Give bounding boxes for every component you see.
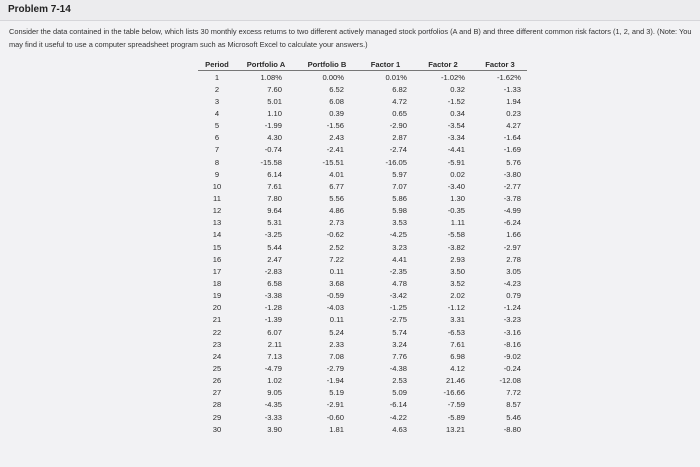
cell-factor-3: 8.57 — [506, 400, 521, 410]
cell-factor-1: -3.42 — [389, 291, 407, 301]
cell-factor-3: -2.97 — [503, 242, 521, 252]
cell-period: 12 — [212, 206, 222, 216]
cell-factor-2: 2.02 — [450, 291, 465, 301]
cell-factor-2: 4.12 — [450, 363, 465, 373]
cell-factor-1: -16.05 — [385, 157, 407, 167]
cell-factor-1: 5.98 — [392, 206, 407, 216]
cell-period: 25 — [212, 363, 222, 373]
table-row — [198, 411, 527, 423]
table-row — [198, 132, 527, 144]
cell-factor-2: 2.93 — [450, 254, 465, 264]
cell-factor-1: 5.86 — [392, 193, 407, 203]
cell-factor-2: 1.11 — [450, 218, 465, 228]
cell-portfolio-a: 1.02 — [267, 376, 282, 386]
cell-factor-2: 0.34 — [450, 108, 465, 118]
cell-factor-1: 0.65 — [392, 108, 407, 118]
table-row — [198, 265, 527, 277]
cell-factor-3: -4.23 — [503, 278, 521, 288]
cell-factor-2: 0.02 — [450, 169, 465, 179]
cell-period: 13 — [212, 218, 222, 228]
cell-portfolio-b: -0.62 — [326, 230, 344, 240]
cell-portfolio-b: 0.11 — [329, 266, 344, 276]
cell-factor-3: -8.80 — [503, 424, 521, 434]
cell-factor-2: -1.52 — [447, 96, 465, 106]
cell-factor-1: 2.53 — [392, 376, 407, 386]
table-row — [198, 83, 527, 95]
cell-factor-1: 5.74 — [392, 327, 407, 337]
table-row — [198, 180, 527, 192]
cell-portfolio-a: 5.31 — [267, 218, 282, 228]
cell-factor-2: 1.30 — [450, 193, 465, 203]
cell-portfolio-b: -0.60 — [326, 412, 344, 422]
cell-factor-3: -6.24 — [503, 218, 521, 228]
table-row — [198, 399, 527, 411]
cell-factor-2: -4.41 — [447, 145, 465, 155]
cell-factor-1: 2.87 — [392, 133, 407, 143]
cell-portfolio-a: 7.13 — [267, 351, 282, 361]
cell-period: 23 — [212, 339, 222, 349]
cell-factor-2: -3.82 — [447, 242, 465, 252]
cell-portfolio-a: 6.58 — [267, 278, 282, 288]
cell-portfolio-b: 4.01 — [329, 169, 344, 179]
cell-factor-3: -4.99 — [503, 206, 521, 216]
cell-factor-3: 0.79 — [506, 291, 521, 301]
column-header-factor-1: Factor 1 — [358, 58, 413, 71]
problem-title: Problem 7-14 — [8, 4, 71, 15]
cell-factor-3: -3.16 — [503, 327, 521, 337]
cell-period: 6 — [214, 133, 220, 143]
cell-factor-1: -4.22 — [389, 412, 407, 422]
column-header-factor-3: Factor 3 — [473, 58, 527, 71]
cell-factor-3: 3.05 — [506, 266, 521, 276]
table-row — [198, 302, 527, 314]
cell-period: 19 — [212, 291, 222, 301]
table-row — [198, 314, 527, 326]
cell-factor-2: -5.91 — [447, 157, 465, 167]
cell-period: 21 — [212, 315, 222, 325]
cell-factor-1: 7.07 — [392, 181, 407, 191]
cell-factor-3: -1.33 — [503, 84, 521, 94]
cell-period: 17 — [212, 266, 222, 276]
cell-factor-2: 0.32 — [450, 84, 465, 94]
table-row — [198, 338, 527, 350]
table-row — [198, 229, 527, 241]
cell-portfolio-b: 0.11 — [329, 315, 344, 325]
cell-factor-2: -1.12 — [447, 303, 465, 313]
cell-factor-3: 2.78 — [506, 254, 521, 264]
cell-portfolio-a: -1.99 — [264, 121, 282, 131]
cell-portfolio-a: -1.39 — [264, 315, 282, 325]
cell-factor-3: -1.62% — [496, 72, 521, 82]
cell-factor-2: -5.89 — [447, 412, 465, 422]
cell-portfolio-b: 2.33 — [329, 339, 344, 349]
cell-factor-3: 1.94 — [506, 96, 521, 106]
table-row — [198, 350, 527, 362]
cell-period: 16 — [212, 254, 222, 264]
cell-factor-3: -3.80 — [503, 169, 521, 179]
cell-portfolio-a: 2.11 — [267, 339, 282, 349]
cell-portfolio-b: 2.73 — [329, 218, 344, 228]
table-row — [198, 253, 527, 265]
cell-portfolio-a: 4.30 — [267, 133, 282, 143]
cell-factor-1: 5.97 — [392, 169, 407, 179]
cell-portfolio-b: -1.94 — [326, 376, 344, 386]
cell-portfolio-b: 7.22 — [329, 254, 344, 264]
cell-portfolio-b: 4.86 — [329, 206, 344, 216]
cell-factor-1: 0.01% — [385, 72, 407, 82]
cell-portfolio-b: -2.91 — [326, 400, 344, 410]
cell-period: 26 — [212, 376, 222, 386]
cell-factor-3: -1.64 — [503, 133, 521, 143]
cell-portfolio-b: 2.52 — [329, 242, 344, 252]
cell-portfolio-a: 9.64 — [267, 206, 282, 216]
cell-portfolio-a: -4.35 — [264, 400, 282, 410]
cell-portfolio-b: 0.00% — [322, 72, 344, 82]
cell-portfolio-a: -3.33 — [264, 412, 282, 422]
cell-period: 9 — [214, 169, 220, 179]
cell-portfolio-a: 6.14 — [267, 169, 282, 179]
cell-portfolio-b: 6.77 — [329, 181, 344, 191]
cell-period: 5 — [214, 121, 220, 131]
cell-factor-3: -1.24 — [503, 303, 521, 313]
cell-portfolio-b: 0.39 — [329, 108, 344, 118]
cell-factor-3: 1.66 — [506, 230, 521, 240]
cell-factor-2: -3.40 — [447, 181, 465, 191]
column-header-period: Period — [198, 58, 236, 71]
cell-portfolio-b: 2.43 — [329, 133, 344, 143]
cell-factor-2: 7.61 — [450, 339, 465, 349]
cell-period: 15 — [212, 242, 222, 252]
table-row — [198, 277, 527, 289]
cell-factor-2: 13.21 — [445, 424, 465, 434]
cell-factor-1: -4.38 — [389, 363, 407, 373]
cell-period: 1 — [214, 72, 220, 82]
cell-portfolio-a: -1.28 — [264, 303, 282, 313]
cell-factor-1: -6.14 — [389, 400, 407, 410]
table-row — [198, 362, 527, 374]
cell-factor-1: -2.90 — [389, 121, 407, 131]
column-header-factor-2: Factor 2 — [413, 58, 473, 71]
cell-factor-3: -0.24 — [503, 363, 521, 373]
cell-portfolio-b: -2.79 — [326, 363, 344, 373]
table-row — [198, 326, 527, 338]
cell-factor-2: 6.98 — [450, 351, 465, 361]
cell-portfolio-a: -3.38 — [264, 291, 282, 301]
cell-period: 4 — [214, 108, 220, 118]
cell-portfolio-b: -2.41 — [326, 145, 344, 155]
table-row — [198, 144, 527, 156]
cell-factor-3: -2.77 — [503, 181, 521, 191]
cell-period: 2 — [214, 84, 220, 94]
cell-factor-1: 3.24 — [392, 339, 407, 349]
table-row — [198, 375, 527, 387]
cell-period: 11 — [213, 193, 221, 203]
cell-period: 27 — [212, 388, 222, 398]
cell-factor-2: 3.50 — [450, 266, 465, 276]
cell-portfolio-a: -15.58 — [260, 157, 282, 167]
table-row — [198, 387, 527, 399]
cell-factor-1: 6.82 — [392, 84, 407, 94]
cell-period: 22 — [212, 327, 222, 337]
cell-portfolio-a: 7.80 — [267, 193, 282, 203]
cell-period: 14 — [212, 230, 222, 240]
cell-factor-1: 3.23 — [392, 242, 407, 252]
cell-factor-2: 21.46 — [445, 376, 465, 386]
table-row — [198, 423, 527, 435]
cell-portfolio-a: 2.47 — [267, 254, 282, 264]
table-row — [198, 156, 527, 168]
table-row — [198, 168, 527, 180]
cell-portfolio-a: 1.10 — [267, 108, 282, 118]
cell-factor-3: -8.16 — [503, 339, 521, 349]
cell-portfolio-b: 6.08 — [329, 96, 344, 106]
cell-factor-1: -1.25 — [389, 303, 407, 313]
cell-factor-3: 5.46 — [506, 412, 521, 422]
cell-factor-1: 4.41 — [392, 254, 407, 264]
cell-factor-2: -0.35 — [447, 206, 465, 216]
cell-factor-1: 4.63 — [392, 424, 407, 434]
cell-portfolio-a: 9.05 — [267, 388, 282, 398]
cell-factor-2: -7.59 — [447, 400, 465, 410]
cell-portfolio-a: 7.60 — [267, 84, 282, 94]
cell-factor-2: 3.31 — [450, 315, 465, 325]
cell-factor-3: -3.23 — [503, 315, 521, 325]
cell-portfolio-a: 7.61 — [267, 181, 282, 191]
cell-portfolio-b: -4.03 — [326, 303, 344, 313]
cell-portfolio-a: -0.74 — [264, 145, 282, 155]
cell-factor-2: -6.53 — [447, 327, 465, 337]
cell-portfolio-b: -1.56 — [326, 121, 344, 131]
cell-portfolio-b: 7.08 — [329, 351, 344, 361]
cell-portfolio-b: 5.24 — [329, 327, 344, 337]
cell-portfolio-a: 5.01 — [267, 96, 282, 106]
table-row — [198, 71, 527, 84]
cell-factor-1: -2.74 — [389, 145, 407, 155]
cell-portfolio-a: -2.83 — [264, 266, 282, 276]
cell-factor-1: -2.35 — [389, 266, 407, 276]
cell-portfolio-a: 1.08% — [260, 72, 282, 82]
cell-portfolio-a: 6.07 — [267, 327, 282, 337]
cell-portfolio-b: 1.81 — [329, 424, 344, 434]
cell-period: 28 — [212, 400, 222, 410]
cell-factor-1: 4.78 — [392, 278, 407, 288]
cell-factor-3: -1.69 — [503, 145, 521, 155]
cell-portfolio-b: -15.51 — [322, 157, 344, 167]
cell-factor-3: -9.02 — [503, 351, 521, 361]
cell-factor-1: 3.53 — [392, 218, 407, 228]
problem-prompt: Consider the data contained in the table below, which lists 30 monthly excess returns to two different actively managed stock portfolios (A and B) and three different common risk factors (1, 2, and 3). (Note: You may find it useful to use a computer spreadsheet program such as Microsoft Excel to calculate your answers.) — [9, 27, 692, 49]
cell-period: 29 — [212, 412, 222, 422]
cell-period: 10 — [212, 181, 222, 191]
cell-period: 3 — [214, 96, 220, 106]
cell-period: 20 — [212, 303, 222, 313]
problem-header-bar — [0, 0, 700, 21]
cell-period: 7 — [214, 145, 220, 155]
cell-factor-2: -3.34 — [447, 133, 465, 143]
cell-factor-3: 7.72 — [506, 388, 521, 398]
cell-factor-3: -3.78 — [503, 193, 521, 203]
cell-portfolio-b: -0.59 — [326, 291, 344, 301]
cell-period: 8 — [214, 157, 220, 167]
cell-factor-1: -2.75 — [389, 315, 407, 325]
table-row — [198, 205, 527, 217]
table-row — [198, 290, 527, 302]
cell-factor-2: -5.58 — [447, 230, 465, 240]
column-header-portfolio-b: Portfolio B — [296, 58, 358, 71]
cell-portfolio-a: 5.44 — [267, 242, 282, 252]
cell-factor-1: 7.76 — [392, 351, 407, 361]
table-row — [198, 120, 527, 132]
cell-factor-2: -1.02% — [440, 72, 465, 82]
table-row — [198, 217, 527, 229]
cell-portfolio-b: 6.52 — [329, 84, 344, 94]
cell-factor-3: 5.76 — [506, 157, 521, 167]
cell-period: 18 — [212, 278, 222, 288]
cell-factor-3: -12.08 — [499, 376, 521, 386]
cell-factor-1: 4.72 — [392, 96, 407, 106]
table-row — [198, 95, 527, 107]
cell-factor-2: 3.52 — [450, 278, 465, 288]
cell-portfolio-b: 3.68 — [329, 278, 344, 288]
cell-portfolio-a: -4.79 — [264, 363, 282, 373]
cell-period: 24 — [212, 351, 222, 361]
cell-portfolio-a: -3.25 — [264, 230, 282, 240]
table-header-row — [198, 58, 527, 71]
table-row — [198, 241, 527, 253]
table-body — [198, 71, 527, 436]
cell-factor-1: -4.25 — [389, 230, 407, 240]
cell-factor-2: -16.66 — [443, 388, 465, 398]
cell-portfolio-b: 5.19 — [329, 388, 344, 398]
cell-factor-3: 4.27 — [506, 121, 521, 131]
table-row — [198, 107, 527, 119]
table-row — [198, 192, 527, 204]
cell-factor-1: 5.09 — [392, 388, 407, 398]
column-header-portfolio-a: Portfolio A — [236, 58, 296, 71]
cell-portfolio-b: 5.56 — [329, 193, 344, 203]
cell-factor-3: 0.23 — [506, 108, 521, 118]
returns-data-table — [198, 58, 527, 435]
cell-factor-2: -3.54 — [447, 121, 465, 131]
cell-period: 30 — [212, 424, 222, 434]
cell-portfolio-a: 3.90 — [267, 424, 282, 434]
